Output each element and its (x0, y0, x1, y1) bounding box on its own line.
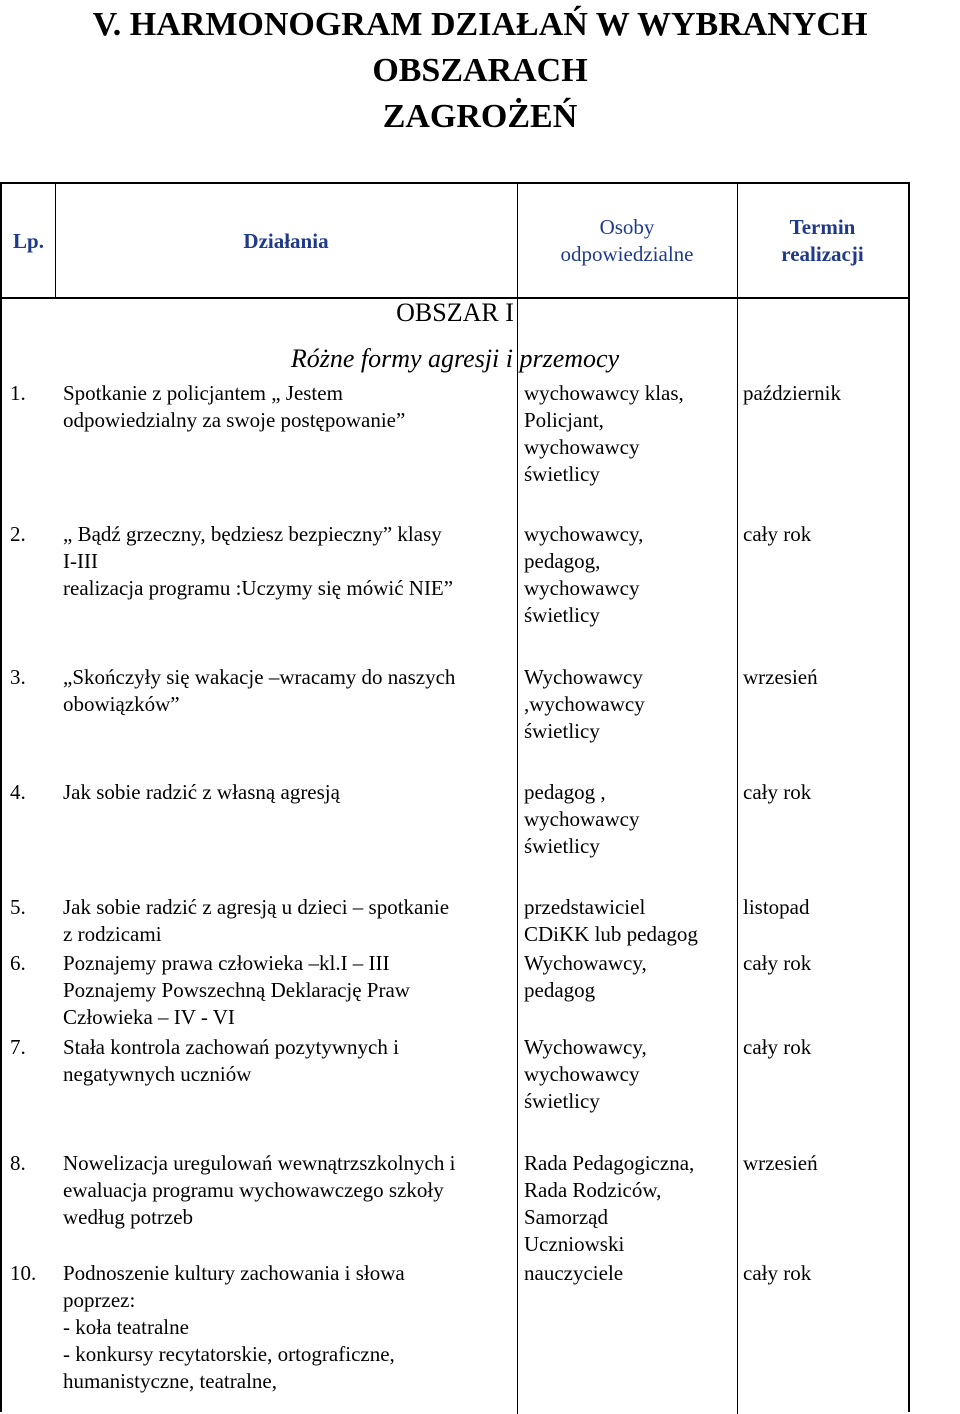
row-action-line: obowiązków” (63, 692, 180, 716)
row-responsible-line: wychowawcy klas, (524, 381, 684, 405)
row-action (63, 1260, 508, 1395)
row-responsible (524, 894, 729, 948)
row-action-line: Poznajemy prawa człowieka –kl.I – III (63, 951, 390, 975)
row-action-line: ewaluacja programu wychowawczego szkoły (63, 1178, 444, 1202)
row-number: 2. (10, 522, 26, 546)
row-number: 6. (10, 951, 26, 975)
header-osoby-line-2: odpowiedzialne (560, 242, 694, 266)
row-responsible (524, 950, 729, 1004)
row-action (63, 894, 508, 948)
row-action-line: I-III (63, 549, 98, 573)
header-termin-line-2: realizacji (781, 242, 864, 266)
row-responsible-line: pedagog (524, 978, 596, 1002)
title-line-1: V. HARMONOGRAM DZIAŁAŃ W WYBRANYCH (92, 6, 868, 43)
row-responsible-line: Wychowawcy, (524, 1035, 647, 1059)
row-responsible-line: Rada Rodziców, (524, 1178, 662, 1202)
row-responsible (524, 1034, 729, 1115)
section-title: OBSZAR I (396, 298, 514, 327)
row-responsible (524, 380, 729, 488)
row-responsible-line: świetlicy (524, 603, 600, 627)
row-action-line: Stała kontrola zachowań pozytywnych i (63, 1035, 399, 1059)
row-deadline: październik (743, 381, 841, 405)
header-lp: Lp. (13, 229, 44, 253)
row-action-line: - koła teatralne (63, 1315, 189, 1339)
row-action (63, 380, 508, 434)
row-responsible-line: Samorząd (524, 1205, 608, 1229)
row-responsible (524, 664, 729, 745)
row-responsible-line: Rada Pedagogiczna, (524, 1151, 695, 1175)
row-number: 8. (10, 1151, 26, 1175)
row-responsible-line: wychowawcy (524, 1062, 640, 1086)
row-responsible-line: wychowawcy (524, 576, 640, 600)
row-responsible (524, 1260, 729, 1287)
row-responsible-line: świetlicy (524, 462, 600, 486)
row-action-line: poprzez: (63, 1288, 136, 1312)
row-responsible (524, 521, 729, 629)
row-action-line: Jak sobie radzić z agresją u dzieci – spotkanie (63, 895, 450, 919)
row-responsible-line: świetlicy (524, 719, 600, 743)
row-number: 4. (10, 780, 26, 804)
row-action (63, 1150, 508, 1231)
row-action (63, 950, 508, 1031)
row-deadline: listopad (743, 895, 810, 919)
row-number: 1. (10, 381, 26, 405)
row-action-line: negatywnych uczniów (63, 1062, 252, 1086)
row-responsible-line: ,wychowawcy (524, 692, 645, 716)
row-number: 3. (10, 665, 26, 689)
row-action-line: Nowelizacja uregulowań wewnątrzszkolnych i (63, 1151, 456, 1175)
page-title (0, 2, 960, 140)
row-responsible (524, 1150, 729, 1258)
row-responsible-line: wychowawcy (524, 435, 640, 459)
row-deadline: cały rok (743, 1035, 812, 1059)
row-deadline: cały rok (743, 522, 812, 546)
row-deadline: cały rok (743, 951, 812, 975)
row-action-line: Poznajemy Powszechną Deklarację Praw (63, 978, 410, 1002)
row-responsible-line: nauczyciele (524, 1261, 624, 1285)
header-termin (737, 214, 908, 268)
header-dzialania: Działania (243, 229, 329, 253)
row-action (63, 521, 508, 602)
row-action-line: „ Bądź grzeczny, będziesz bezpieczny” klasy (63, 522, 442, 546)
row-responsible-line: CDiKK lub pedagog (524, 922, 698, 946)
row-number: 7. (10, 1035, 26, 1059)
row-action-line: według potrzeb (63, 1205, 194, 1229)
row-responsible-line: Wychowawcy (524, 665, 643, 689)
row-number: 10. (10, 1261, 37, 1285)
header-osoby (517, 214, 737, 268)
row-action-line: Człowieka – IV - VI (63, 1005, 235, 1029)
row-responsible-line: Policjant, (524, 408, 604, 432)
row-responsible-line: wychowawcy, (524, 522, 644, 546)
row-action (63, 664, 508, 718)
row-deadline: wrzesień (743, 1151, 818, 1175)
row-action-line: - konkursy recytatorskie, ortograficzne, (63, 1342, 395, 1366)
row-responsible-line: świetlicy (524, 834, 600, 858)
row-action-line: odpowiedzialny za swoje postępowanie” (63, 408, 406, 432)
row-deadline: wrzesień (743, 665, 818, 689)
row-responsible (524, 779, 729, 860)
row-number: 5. (10, 895, 26, 919)
row-action (63, 1034, 508, 1088)
section-subtitle: Różne formy agresji i przemocy (290, 344, 620, 373)
row-action-line: Jak sobie radzić z własną agresją (63, 780, 340, 804)
header-osoby-line-1: Osoby (599, 215, 655, 239)
title-line-2: OBSZARACH (372, 52, 588, 89)
row-responsible-line: pedagog , (524, 780, 606, 804)
row-deadline: cały rok (743, 1261, 812, 1285)
row-responsible-line: świetlicy (524, 1089, 600, 1113)
row-responsible-line: wychowawcy (524, 807, 640, 831)
row-action-line: realizacja programu :Uczymy się mówić NIE” (63, 576, 454, 600)
row-responsible-line: Uczniowski (524, 1232, 625, 1256)
row-responsible-line: Wychowawcy, (524, 951, 647, 975)
row-action-line: „Skończyły się wakacje –wracamy do naszych (63, 665, 456, 689)
header-termin-line-1: Termin (789, 215, 856, 239)
row-action-line: humanistyczne, teatralne, (63, 1369, 277, 1393)
row-action-line: Podnoszenie kultury zachowania i słowa (63, 1261, 405, 1285)
row-action-line: z rodzicami (63, 922, 162, 946)
row-action-line: Spotkanie z policjantem „ Jestem (63, 381, 343, 405)
row-action (63, 779, 508, 806)
row-responsible-line: pedagog, (524, 549, 601, 573)
title-line-3: ZAGROŻEŃ (382, 98, 578, 135)
row-deadline: cały rok (743, 780, 812, 804)
row-responsible-line: przedstawiciel (524, 895, 646, 919)
